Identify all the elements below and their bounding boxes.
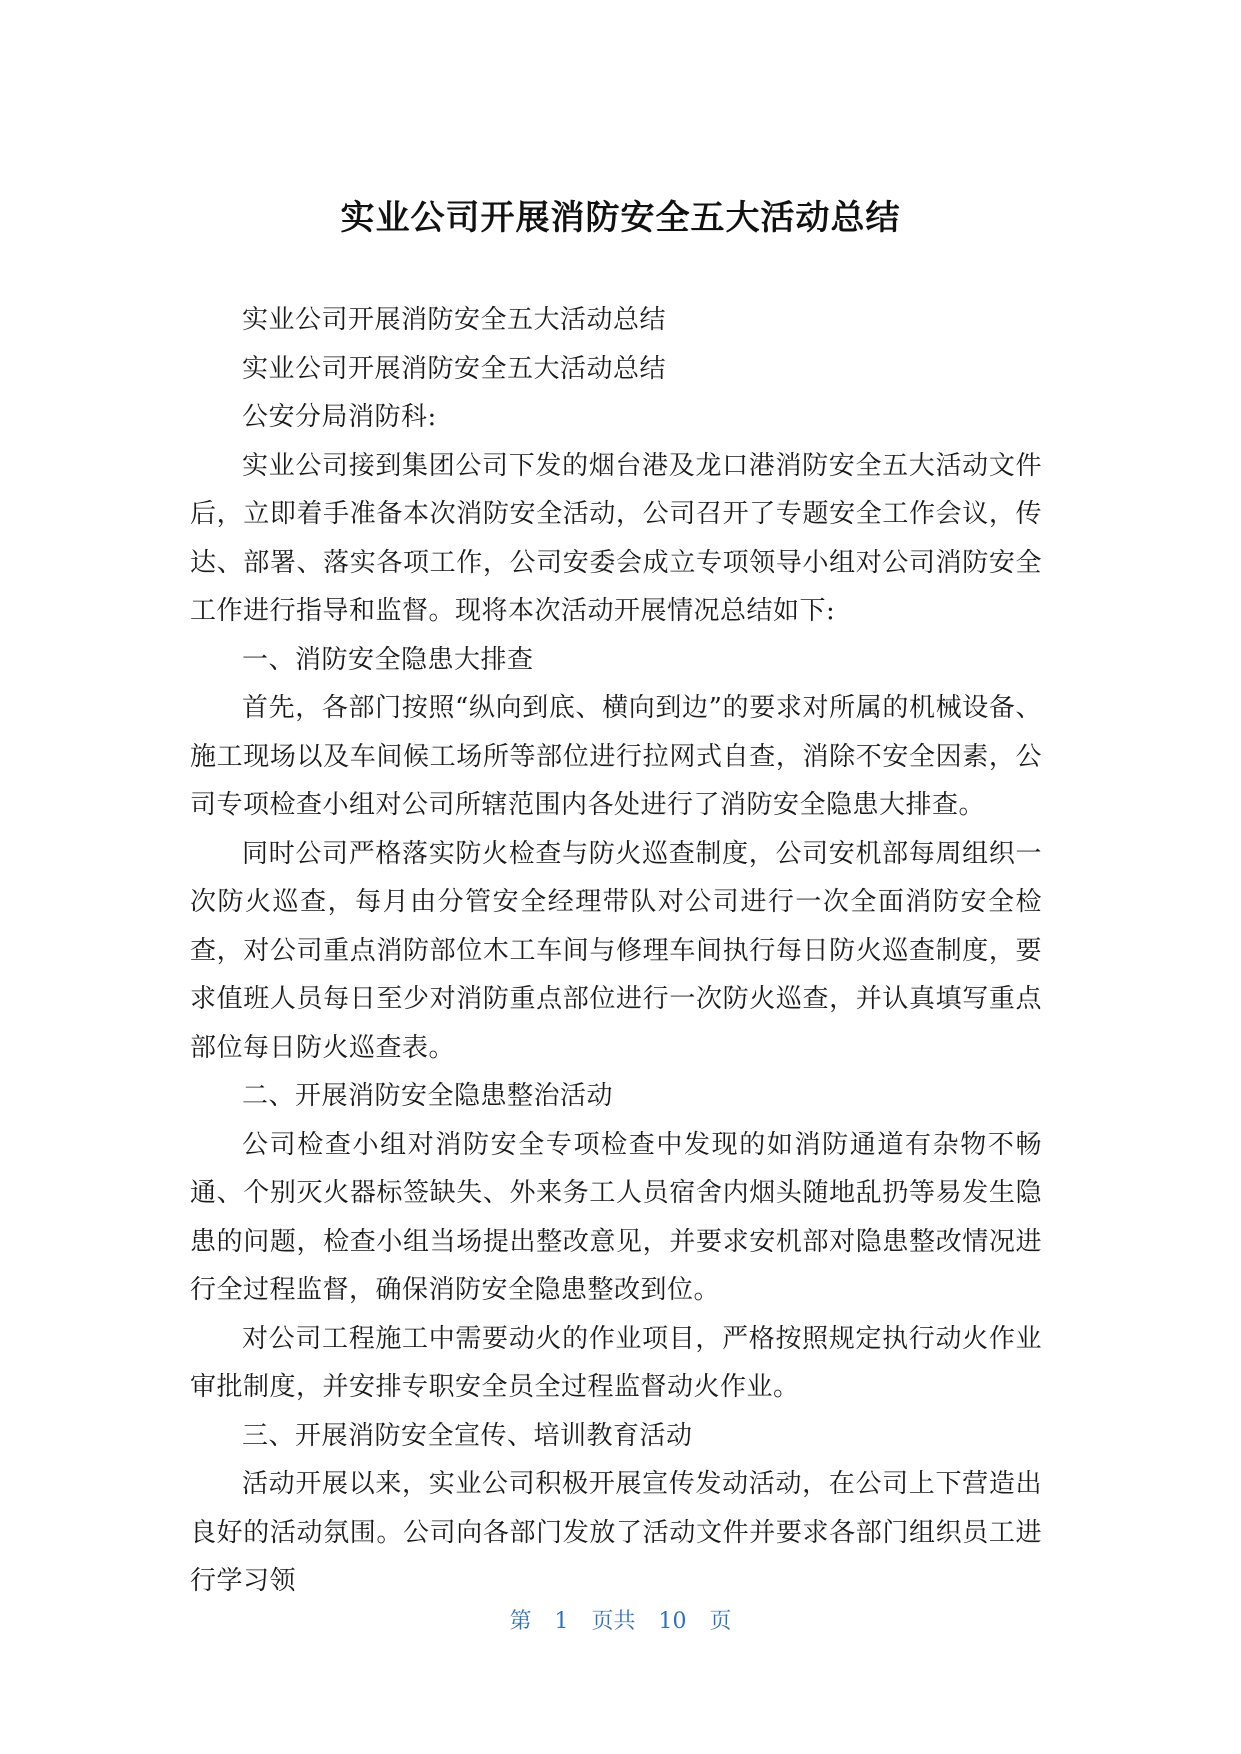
footer-suffix: 页 (709, 1609, 732, 1634)
section-heading-3: 三、开展消防安全宣传、培训教育活动 (242, 1420, 693, 1451)
paragraph: 实业公司接到集团公司下发的烟台港及龙口港消防安全五大活动文件后，立即着手准备本次消防安全活动，公司召开了专题安全工作会议，传达、部署、落实各项工作，公司安委会成立专项领导小组对公司消防安全工作进行指导和监督。现将本次活动开展情况总结如下: (190, 450, 1042, 626)
page-number-footer (0, 1604, 1241, 1635)
section-heading-1: 一、消防安全隐患大排查 (242, 644, 534, 675)
section-heading-2: 二、开展消防安全隐患整治活动 (242, 1081, 614, 1111)
addressee-line: 公安分局消防科: (242, 402, 437, 432)
paragraph: 同时公司严格落实防火检查与防火巡查制度，公司安机部每周组织一次防火巡查，每月由分管安全经理带队对公司进行一次全面消防安全检查，对公司重点消防部位木工车间与修理车间执行每日防火巡查制度，要求值班人员每日至少对消防重点部位进行一次防火巡查，并认真填写重点部位每日防火巡查表。 (190, 838, 1042, 1063)
footer-prefix: 第 (509, 1609, 532, 1634)
paragraph: 实业公司开展消防安全五大活动总结 (242, 305, 667, 335)
document-body (190, 296, 1042, 1606)
paragraph: 实业公司开展消防安全五大活动总结 (242, 353, 667, 384)
paragraph: 对公司工程施工中需要动火的作业项目，严格按照规定执行动火作业审批制度，并安排专职安全员全过程监督动火作业。 (190, 1323, 1042, 1402)
footer-middle: 页共 (591, 1609, 636, 1634)
document-title: 实业公司开展消防安全五大活动总结 (340, 198, 901, 238)
current-page-number: 1 (554, 1609, 569, 1634)
total-pages-number: 10 (658, 1609, 687, 1634)
paragraph: 首先，各部门按照“纵向到底、横向到边”的要求对所属的机械设备、施工现场以及车间候工场所等部位进行拉网式自查，消除不安全因素，公司专项检查小组对公司所辖范围内各处进行了消防安全隐患大排查。 (190, 693, 1042, 820)
paragraph: 活动开展以来，实业公司积极开展宣传发动活动，在公司上下营造出良好的活动氛围。公司向各部门发放了活动文件并要求各部门组织员工进行学习领 (190, 1469, 1042, 1596)
paragraph: 公司检查小组对消防安全专项检查中发现的如消防通道有杂物不畅通、个别灭火器标签缺失、外来务工人员宿舍内烟头随地乱扔等易发生隐患的问题，检查小组当场提出整改意见，并要求安机部对隐患整改情况进行全过程监督，确保消防安全隐患整改到位。 (190, 1129, 1042, 1305)
